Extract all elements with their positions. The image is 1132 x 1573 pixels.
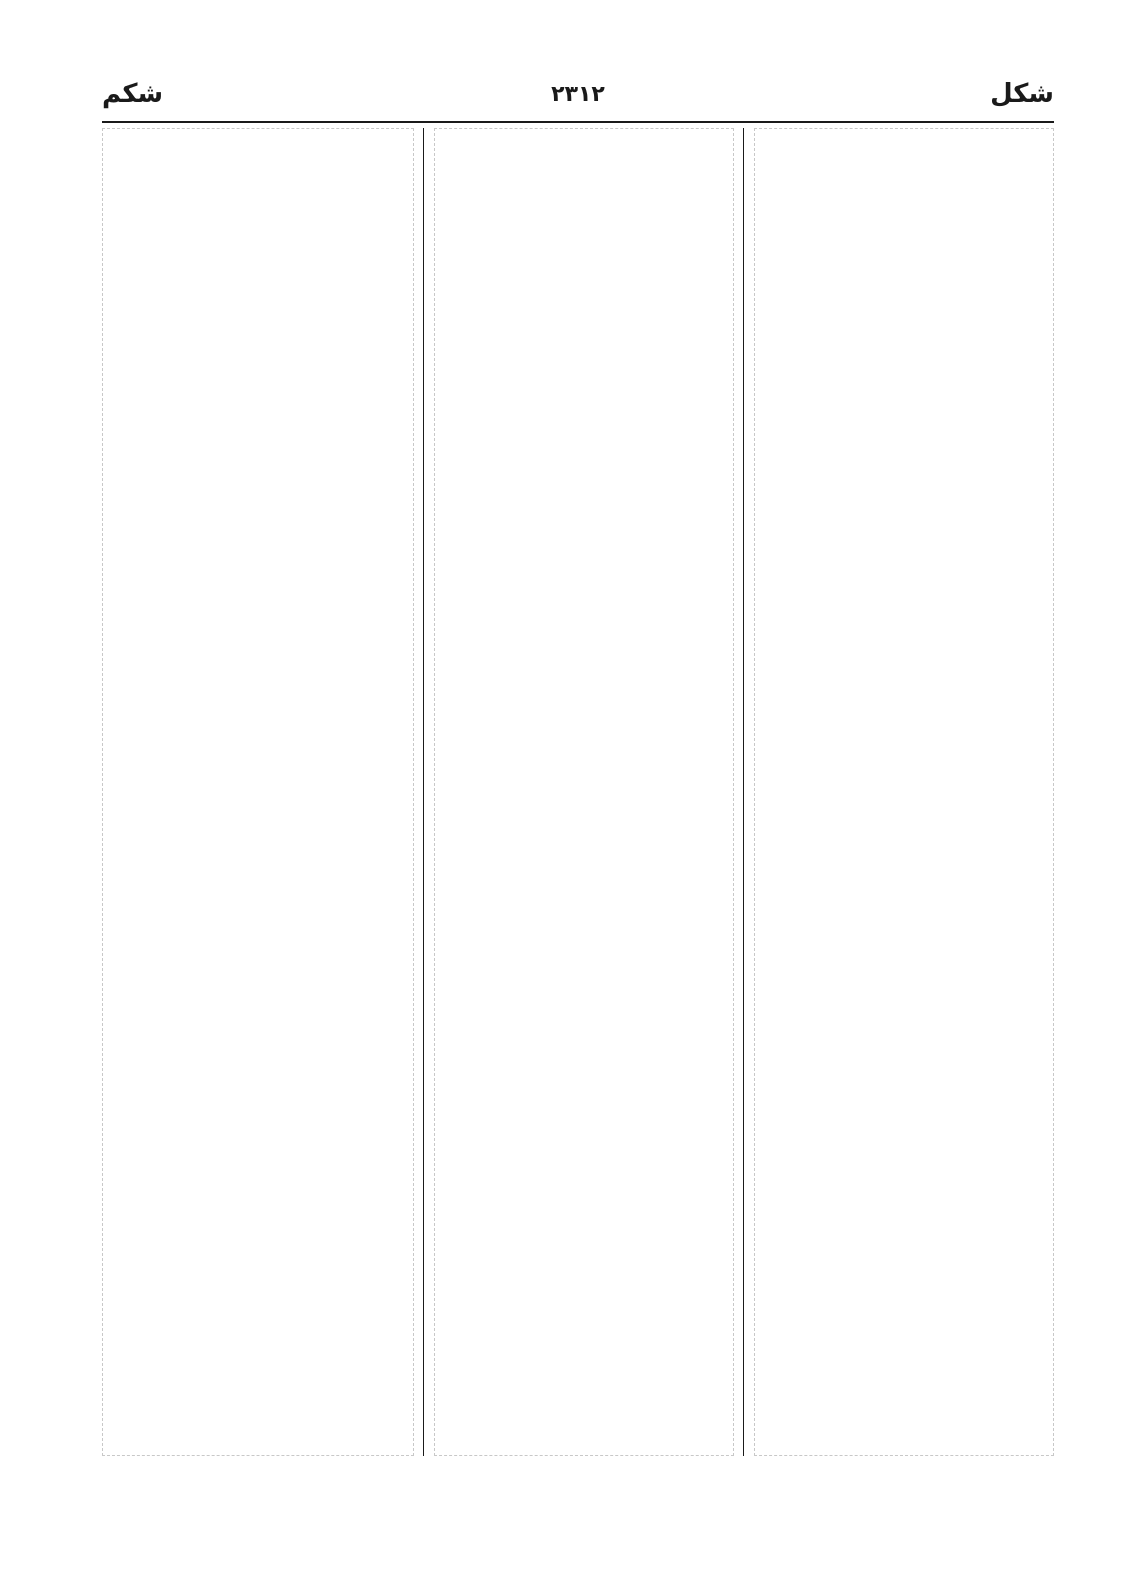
column-divider	[423, 128, 424, 1456]
guide-word-left: شكم	[102, 79, 164, 109]
guide-word-right: شكل	[990, 79, 1054, 109]
page-number: ٢٣١٢	[551, 82, 605, 107]
page-header	[102, 78, 1054, 118]
column-divider	[743, 128, 744, 1456]
text-column-right	[754, 128, 1054, 1456]
text-column-middle	[434, 128, 734, 1456]
text-column-left	[102, 128, 414, 1456]
header-rule	[102, 121, 1054, 123]
